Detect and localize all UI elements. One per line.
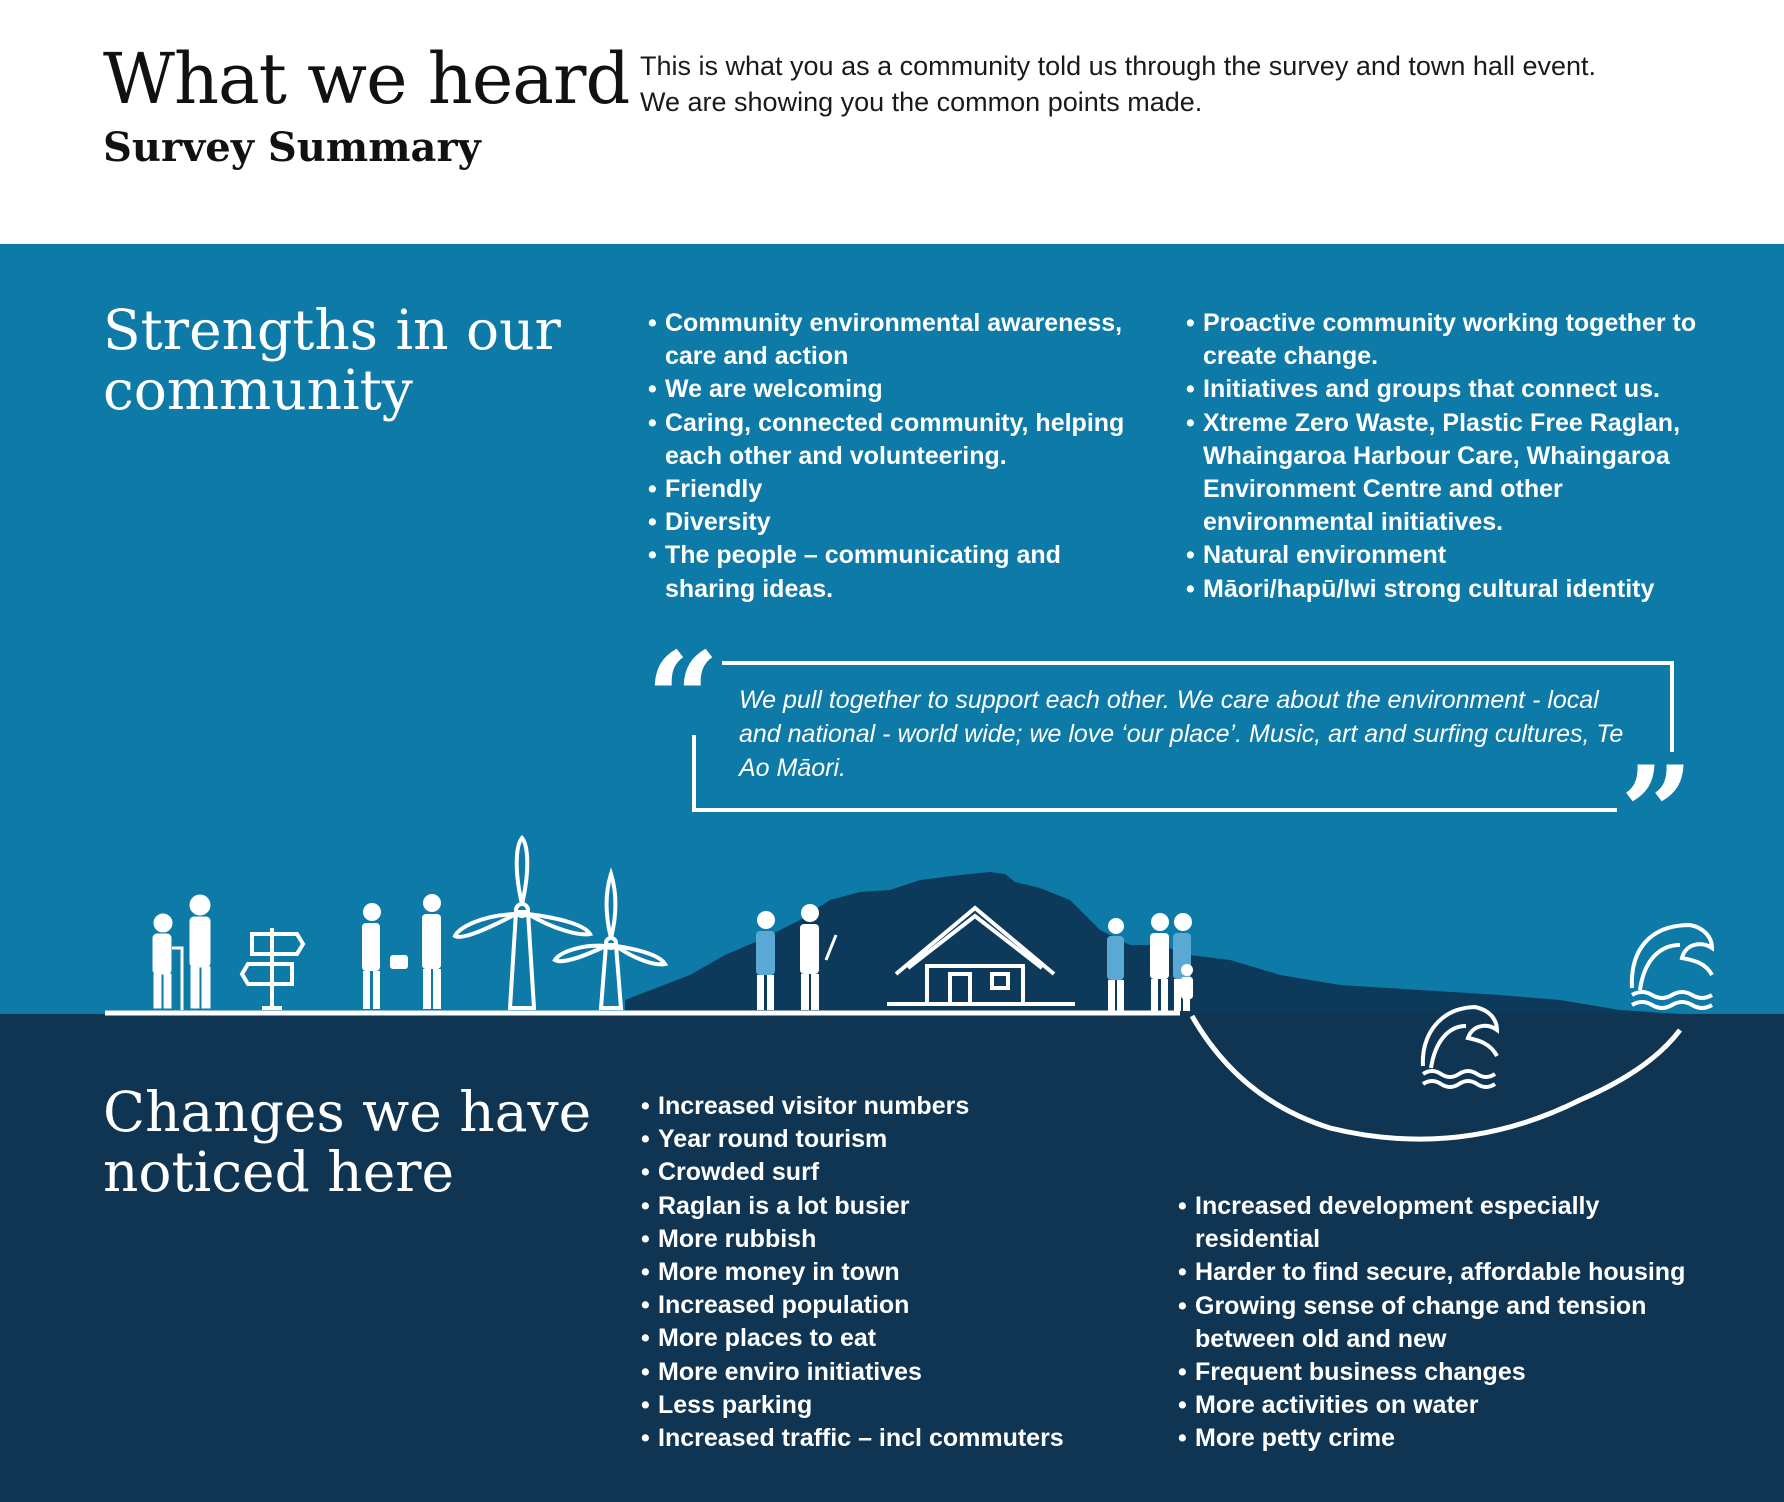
people-icon — [153, 895, 210, 1010]
wind-turbine-icon — [555, 874, 665, 1008]
list-item: • Increased development especially residential — [1178, 1190, 1698, 1256]
list-item: • Growing sense of change and tension between old and new — [1178, 1290, 1698, 1356]
intro-line-1: This is what you as a community told us through the survey and town hall event. — [640, 51, 1596, 81]
list-item: • Māori/hapū/Iwi strong cultural identity — [1186, 573, 1706, 606]
changes-heading: Changes we have noticed here — [103, 1080, 592, 1204]
list-item: • The people – communicating and sharing ideas. — [648, 539, 1158, 605]
list-item: • Natural environment — [1186, 539, 1706, 572]
list-item: • Less parking — [641, 1389, 1161, 1422]
list-item: • Proactive community working together to create change. — [1186, 307, 1706, 373]
list-item: • More money in town — [641, 1256, 1161, 1289]
list-item: • Raglan is a lot busier — [641, 1190, 1161, 1223]
list-item: • Year round tourism — [641, 1123, 1161, 1156]
list-item: • Increased visitor numbers — [641, 1090, 1161, 1123]
list-item: • Community environmental awareness, care and action — [648, 307, 1158, 373]
strengths-list-right — [1186, 307, 1706, 606]
list-item: • Diversity — [648, 506, 1158, 539]
quote-close-icon: ” — [1620, 739, 1694, 889]
list-item: • Harder to find secure, affordable housing — [1178, 1256, 1698, 1289]
page-title: What we heard — [103, 38, 630, 120]
strengths-heading: Strengths in our community — [103, 298, 561, 422]
wave-icon — [1632, 925, 1712, 1008]
strengths-list-left — [648, 307, 1158, 606]
changes-list-left — [641, 1090, 1161, 1455]
list-item: • More enviro initiatives — [641, 1356, 1161, 1389]
bay-arc — [1192, 1016, 1680, 1139]
people-icon — [362, 894, 441, 1009]
signpost-icon — [242, 928, 303, 1008]
wave-icon — [1423, 1007, 1497, 1087]
list-item: • More activities on water — [1178, 1389, 1698, 1422]
page-subtitle: Survey Summary — [103, 124, 481, 171]
intro-line-2: We are showing you the common points made. — [640, 87, 1203, 117]
list-item: • More rubbish — [641, 1223, 1161, 1256]
list-item: • Frequent business changes — [1178, 1356, 1698, 1389]
list-item: • Xtreme Zero Waste, Plastic Free Raglan, Whaingaroa Harbour Care, Whaingaroa Environment Centre and other environmental initiatives. — [1186, 407, 1706, 540]
list-item: • Increased traffic – incl commuters — [641, 1422, 1161, 1455]
quote-open-icon: “ — [646, 625, 720, 775]
list-item: • Increased population — [641, 1289, 1161, 1322]
list-item: • Crowded surf — [641, 1156, 1161, 1189]
list-item: • More places to eat — [641, 1322, 1161, 1355]
list-item: • We are welcoming — [648, 373, 1158, 406]
wind-turbine-icon — [455, 838, 590, 1008]
list-item: • More petty crime — [1178, 1422, 1698, 1455]
community-quote: We pull together to support each other. We care about the environment - local and national - world wide; we love ‘our place’. Music, art and surfing cultures, Te Ao Māori. — [739, 686, 1624, 782]
list-item: • Caring, connected community, helping each other and volunteering. — [648, 407, 1158, 473]
list-item: • Initiatives and groups that connect us. — [1186, 373, 1706, 406]
list-item: • Friendly — [648, 473, 1158, 506]
changes-list-right — [1178, 1190, 1698, 1456]
